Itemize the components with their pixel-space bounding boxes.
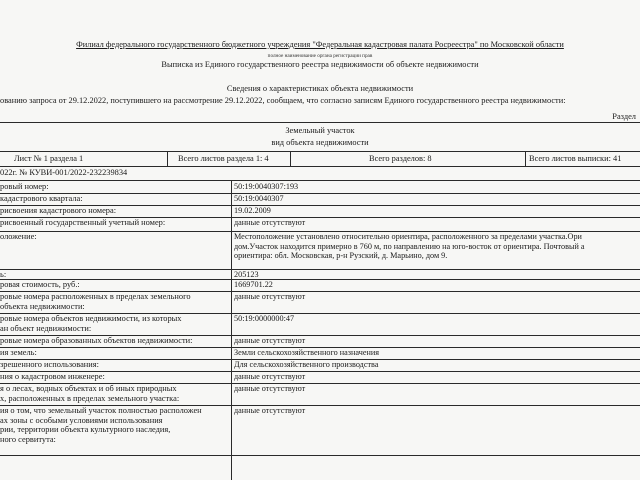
sheet-divider-2: [290, 151, 291, 166]
object-type: Земельный участок: [285, 126, 355, 135]
row-label: ровые номера образованных объектов недвижимости:: [0, 336, 193, 345]
row-value: Местоположение установлено относительно ориентира, расположенного за пределами участка.Ори: [234, 232, 582, 241]
row-value: данные отсутствуют: [234, 336, 306, 345]
row-label: кадастрового квартала:: [0, 194, 83, 203]
row-label: ь:: [0, 270, 7, 279]
row-value: 50:19:0040307:193: [234, 182, 299, 191]
row-value: данные отсутствуют: [234, 372, 306, 381]
total-sheets-section: Всего листов раздела 1: 4: [178, 154, 269, 163]
row-label: рии, территории объекта культурного наследия,: [0, 425, 171, 435]
row-label: ия земель:: [0, 348, 37, 357]
row-value: 1669701.22: [234, 280, 273, 289]
total-sheets-extract: Всего листов выписки: 41: [529, 154, 622, 163]
section-title: Сведения о характеристиках объекта недвижимости: [226, 84, 414, 93]
row-label: х, расположенных в пределах земельного участка:: [0, 393, 180, 403]
sheet-label: Лист № 1 раздела 1: [14, 154, 84, 163]
row-label: ах зоны с особыми условиями использования: [0, 415, 163, 425]
row-label: ровые номера расположенных в пределах земельного: [0, 292, 191, 301]
row-value: Земли сельскохозяйственного назначения: [234, 348, 379, 357]
sheet-divider-3: [525, 151, 526, 166]
row-label: ия о том, что земельный участок полностью расположен: [0, 406, 202, 415]
row-label: ан объект недвижимости:: [0, 323, 92, 333]
sheet-row-divider: [0, 166, 640, 167]
row-label: объекта недвижимости:: [0, 301, 85, 311]
row-value: 19.02.2009: [234, 206, 271, 215]
table-header-divider: [0, 151, 640, 152]
row-value: ориентира: обл. Московская, р-н Рузский, д. Марьино, дом 9.: [234, 251, 448, 261]
row-label: ровый номер:: [0, 182, 49, 191]
organization-name: Филиал федерального государственного бюджетного учреждения "Федеральная кадастровая палата Росреестра" по Московской области: [76, 40, 564, 49]
row-label: я о лесах, водных объектах и об иных природных: [0, 384, 177, 393]
organization-caption: полное наименование органа регистрации прав: [267, 53, 373, 59]
row-label: ния о кадастровом инженере:: [0, 372, 105, 381]
row-label: оложение:: [0, 232, 37, 241]
row-value: дом.Участок находится примерно в 760 м, по направлению на юго-восток от ориентира. Почтовый а: [234, 241, 585, 251]
document-number: 022г. № КУВИ-001/2022-232239834: [0, 168, 128, 177]
row-label: зрешенного использования:: [0, 360, 99, 369]
sheet-divider-1: [167, 151, 168, 166]
row-value: 50:19:0000000:47: [234, 314, 295, 323]
row-value: данные отсутствуют: [234, 406, 306, 415]
row-value: данные отсутствуют: [234, 292, 306, 301]
total-sections: Всего разделов: 8: [369, 154, 432, 163]
row-label: ровые номера объектов недвижимости, из которых: [0, 314, 182, 323]
row-value: данные отсутствуют: [234, 218, 306, 227]
table-top-border: [0, 122, 640, 123]
row-divider: [0, 455, 640, 456]
razdel-label: Раздел: [612, 112, 636, 121]
extract-title: Выписка из Единого государственного реестра недвижимости об объекте недвижимости: [161, 60, 479, 69]
row-label: рисвоения кадастрового номера:: [0, 206, 117, 215]
row-value: 205123: [234, 270, 259, 279]
docnum-row-divider: [0, 180, 640, 181]
intro-text: ованию запроса от 29.12.2022, поступившего на рассмотрение 29.12.2022, сообщаем, что согласно записям Единого государственного реестра недвижимости:: [0, 96, 566, 105]
row-label: рисвоенный государственный учетный номер:: [0, 218, 166, 227]
table-column-divider: [231, 180, 232, 480]
object-type-caption: вид объекта недвижимости: [271, 138, 369, 147]
row-value: 50:19:0040307: [234, 194, 284, 203]
row-value: Для сельскохозяйственного производства: [234, 360, 379, 369]
row-label: ровая стоимость, руб.:: [0, 280, 80, 289]
row-value: данные отсутствуют: [234, 384, 306, 393]
row-label: ного сервитута:: [0, 434, 56, 444]
